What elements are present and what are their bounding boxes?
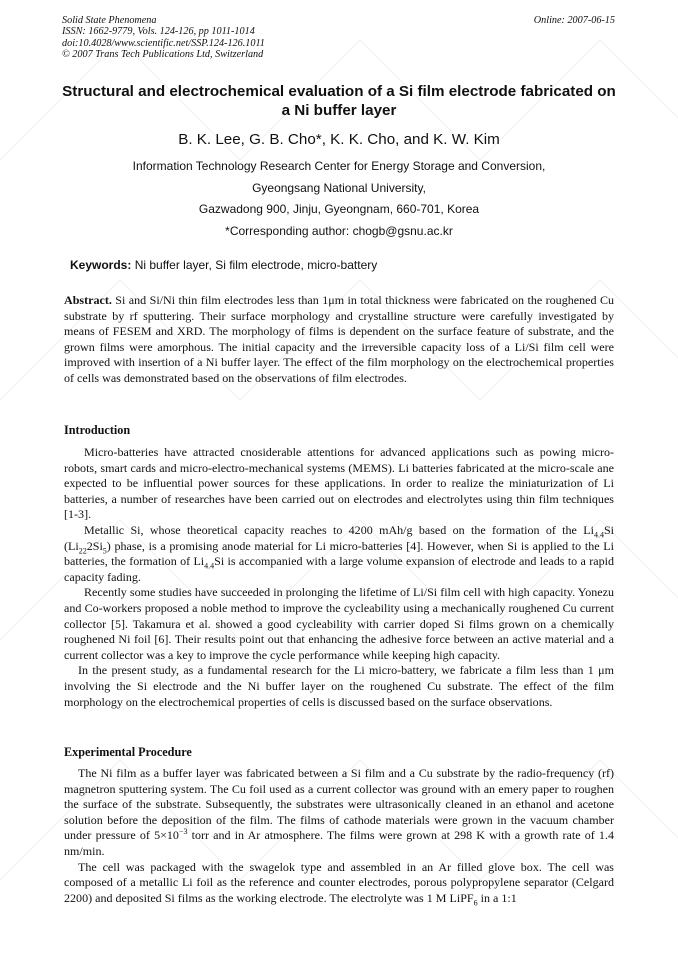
abstract-section — [64, 293, 614, 387]
exp-paragraph-2: The cell was packaged with the swagelok type and assembled in an Ar filled glove box. The cell was composed of a metallic Li foil as the reference and counter electrodes, porous polypropylene separator (Celgard 2200) and deposited Si films as the working electrode. The electrolyte was 1 M LiPF$_6$ in a 1:1 — [64, 859, 614, 908]
abstract-label: Abstract. — [64, 293, 112, 307]
affiliation-line-3: Gazwadong 900, Jinju, Gyeongnam, 660-701, Korea — [198, 202, 480, 216]
copyright-line: © 2007 Trans Tech Publications Ltd, Switzerland — [62, 49, 264, 61]
introduction-section — [64, 445, 614, 710]
affiliation-line-2: Gyeongsang National University, — [252, 180, 426, 195]
journal-name: Solid State Phenomena — [62, 15, 157, 26]
affiliation-block — [62, 156, 616, 242]
affiliation-line-1: Information Technology Research Center for Energy Storage and Conversion, — [132, 159, 546, 173]
intro-paragraph-3: Recently some studies have succeeded in prolonging the lifetime of Li/Si film cell with high capacity. Yonezu and Co-workers proposed a noble method to improve the cycleability using a mechanically roughened Cu current collector [5]. Takamura et al. showed a good cycleability with carrier doped Si films grown on a chemically roughened Ni foil [6]. Their results point out that enhancing the adhesive force between an active material and a current collector was a key to improve the cycle performance while keeping high capacity. — [64, 585, 614, 662]
paper-title: Structural and electrochemical evaluation of a Si film electrode fabricated on a Ni buffer layer — [62, 83, 616, 119]
keywords-label: Keywords: — [70, 258, 132, 272]
intro-paragraph-1: Micro-batteries have attracted cnosiderable attentions for advanced applications such as powing micro-robots, smart cards and micro-electro-mechanical systems (MEMS). Li batteries fabricated at the micro-scale ane expected to be influential power sources for these applications. In order to realize the miniaturization of Li batteries, a number of researches have been carried out on electrodes and electrolytes using thin film techniques [1-3]. — [64, 445, 614, 522]
keywords-text: Ni buffer layer, Si film electrode, micro-battery — [134, 258, 378, 272]
intro-paragraph-4: In the present study, as a fundamental research for the Li micro-battery, we fabricate a film less than 1 μm involving the Si electrode and the Ni buffer layer on the roughened Cu substrate. The effect of the film morphology on the electrochemical properties of cells is discussed based on the surface observations. — [64, 663, 614, 709]
abstract-text: Si and Si/Ni thin film electrodes less than 1μm in total thickness were fabricated on the roughened Cu substrate by rf sputtering. Their surface morphology and crystalline structure were carefully investigated by means of FESEM and XRD. The morphology of films is dependent on the surface feature of substrate, and the grown films were amorphous. The initial capacity and the irreversible capacity loss of a Li/Si film cell were improved with insertion of a Ni buffer layer. The effect of the film morphology on the electrochemical properties of cells was demonstrated based on the observations of film electrodes. — [64, 293, 614, 385]
keywords-line — [70, 258, 377, 273]
issn-line: ISSN: 1662-9779, Vols. 124-126, pp 1011-1014 — [62, 26, 255, 38]
author-list: B. K. Lee, G. B. Cho*, K. K. Cho, and K. W. Kim — [178, 131, 500, 148]
exp-paragraph-1: The Ni film as a buffer layer was fabricated between a Si film and a Cu substrate by the radio-frequency (rf) magnetron sputtering system. The Cu foil used as a current collector was ground with an emery paper to roughen the surface of the substrate. Subsequently, the substrates were ultrasonically cleaned in an ethanol and acetone solution before the deposition of the film. The films of cathode materials were grown in the vacuum chamber under pressure of $5\times 10^{-3}$ torr and in Ar atmosphere. The films were grown at 298 K with a growth rate of 1.4 nm/min. — [64, 766, 614, 858]
journal-header — [62, 15, 265, 61]
introduction-heading: Introduction — [64, 423, 131, 437]
experimental-heading: Experimental Procedure — [64, 745, 192, 759]
corresponding-author: *Corresponding author: chogb@gsnu.ac.kr — [225, 223, 453, 238]
experimental-section — [64, 766, 614, 906]
doi-line: doi:10.4028/www.scientific.net/SSP.124-126.1011 — [62, 37, 265, 49]
online-date: Online: 2007-06-15 — [533, 15, 615, 26]
intro-paragraph-2: Metallic Si, whose theoretical capacity reaches to 4200 mAh/g based on the formation of the $Li_{4.4}Si$ $(Li_{22}2Si_5)$ phase, is a promising anode material for Li micro-batteries [4]. However, when Si is applied to the Li batteries, the formation of $Li_{4.4}Si$ is accompanied with a large volume expansion of electrode and leads to a rapid capacity fading. — [64, 522, 614, 584]
